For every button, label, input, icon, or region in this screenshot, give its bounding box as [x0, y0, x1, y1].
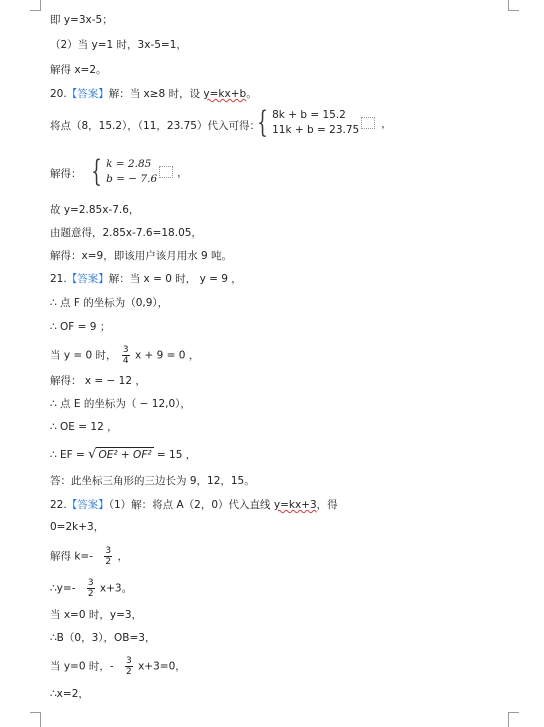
text-line: ∴ 点 E 的坐标为（ − 12,0），: [50, 398, 191, 410]
fraction-denominator: 2: [87, 589, 94, 599]
text-line: 答：此坐标三角形的三边长为 9，12，15。: [50, 475, 255, 487]
text-line: （2）当 y=1 时，3x-5=1，: [50, 39, 187, 51]
text-line: 解得： x = − 12 ，: [50, 375, 146, 387]
left-brace: {: [257, 105, 268, 140]
fraction-denominator: 2: [105, 557, 112, 567]
equation-row: 8k + b = 15.2: [272, 109, 346, 121]
fraction-numerator: 3: [126, 656, 132, 666]
fraction: [125, 656, 133, 677]
text-line: 即 y=3x-5；: [50, 14, 113, 26]
question-22-header: [50, 498, 338, 512]
question-text: 解：当 x≥8 时，设: [108, 88, 204, 100]
math-line: [50, 578, 132, 599]
spellcheck-underlined-text: y=kx+3: [273, 499, 317, 511]
text-line: 故 y=2.85x-7.6，: [50, 204, 140, 216]
math-line: [50, 345, 199, 366]
fraction-denominator: 2: [126, 667, 132, 677]
question-20-header: [50, 87, 257, 101]
math-text: 当 y = 0 时，: [50, 349, 117, 362]
text-line: 解得：x=9，即该用户该月用水 9 吨。: [50, 250, 233, 262]
punctuation: ，: [381, 117, 392, 130]
fraction: [87, 578, 95, 599]
equation-system: [87, 154, 188, 189]
text-line: ∴B（0，3），OB=3，: [50, 632, 156, 644]
text-line: 将点（8，15.2），（11，23.75）代入可得：: [50, 120, 260, 132]
math-text: ∴ EF =: [50, 449, 89, 461]
crop-mark-bottom-left: [30, 712, 41, 727]
radicand: OE² + OF²: [98, 449, 152, 461]
math-text: = 15 ，: [153, 449, 197, 461]
object-placeholder-icon: [361, 117, 375, 129]
crop-mark-top-right: [508, 0, 519, 11]
fraction-numerator: 3: [105, 546, 112, 556]
math-text: x+3=0，: [138, 660, 186, 673]
radical-sign: √: [88, 447, 97, 462]
math-text: x+3。: [99, 582, 133, 595]
fraction-numerator: 3: [122, 345, 129, 355]
punctuation: ，: [177, 166, 188, 179]
text-line: ∴x=2，: [50, 688, 89, 700]
math-text: ∴y=-: [50, 582, 76, 595]
answer-tag: 【答案】: [66, 88, 109, 100]
question-21-header: [50, 272, 242, 286]
text-line: 0=2k+3，: [50, 521, 105, 533]
text-line: 解得：: [50, 168, 82, 180]
equation-row: 11k + b = 23.75: [272, 124, 360, 136]
crop-mark-bottom-right: [508, 712, 519, 727]
text-line: ∴ OF = 9 ；: [50, 321, 111, 333]
crop-mark-top-left: [30, 0, 41, 11]
object-placeholder-icon: [159, 166, 173, 178]
math-text: 解得 k=-: [50, 550, 94, 563]
fraction-denominator: 4: [122, 356, 129, 366]
text-line: 解得 x=2。: [50, 64, 107, 76]
answer-tag: 【答案】: [66, 499, 109, 511]
math-text: ，: [117, 550, 128, 563]
question-text: ，得: [316, 499, 338, 511]
left-brace: {: [91, 154, 102, 189]
spellcheck-underlined-text: y=kx+b: [203, 88, 247, 100]
question-text: （1）解：将点 A（2，0）代入直线: [108, 499, 274, 511]
question-number: 22.: [50, 499, 67, 511]
math-line: [50, 447, 196, 462]
text-line: ∴ 点 F 的坐标为（0,9），: [50, 297, 169, 309]
equation-row: b = − 7.6: [106, 173, 158, 185]
math-line: [50, 546, 128, 567]
question-number: 20.: [50, 88, 67, 100]
equation-row: k = 2.85: [106, 158, 152, 170]
math-text: 当 y=0 时，-: [50, 660, 114, 673]
math-line: [50, 656, 186, 677]
question-number: 21.: [50, 273, 67, 285]
text-line: ∴ OE = 12 ，: [50, 421, 118, 433]
fraction-numerator: 3: [87, 578, 94, 588]
text-line: 由题意得，2.85x-7.6=18.05，: [50, 227, 202, 239]
fraction: [122, 345, 130, 366]
question-text: 解：当 x = 0 时， y = 9 ，: [108, 273, 242, 285]
math-text: x + 9 = 0 ，: [134, 349, 200, 362]
fraction: [104, 546, 112, 567]
question-text: 。: [246, 88, 257, 100]
equation-system: [253, 105, 392, 140]
text-line: 当 x=0 时，y=3，: [50, 609, 143, 621]
answer-tag: 【答案】: [66, 273, 109, 285]
